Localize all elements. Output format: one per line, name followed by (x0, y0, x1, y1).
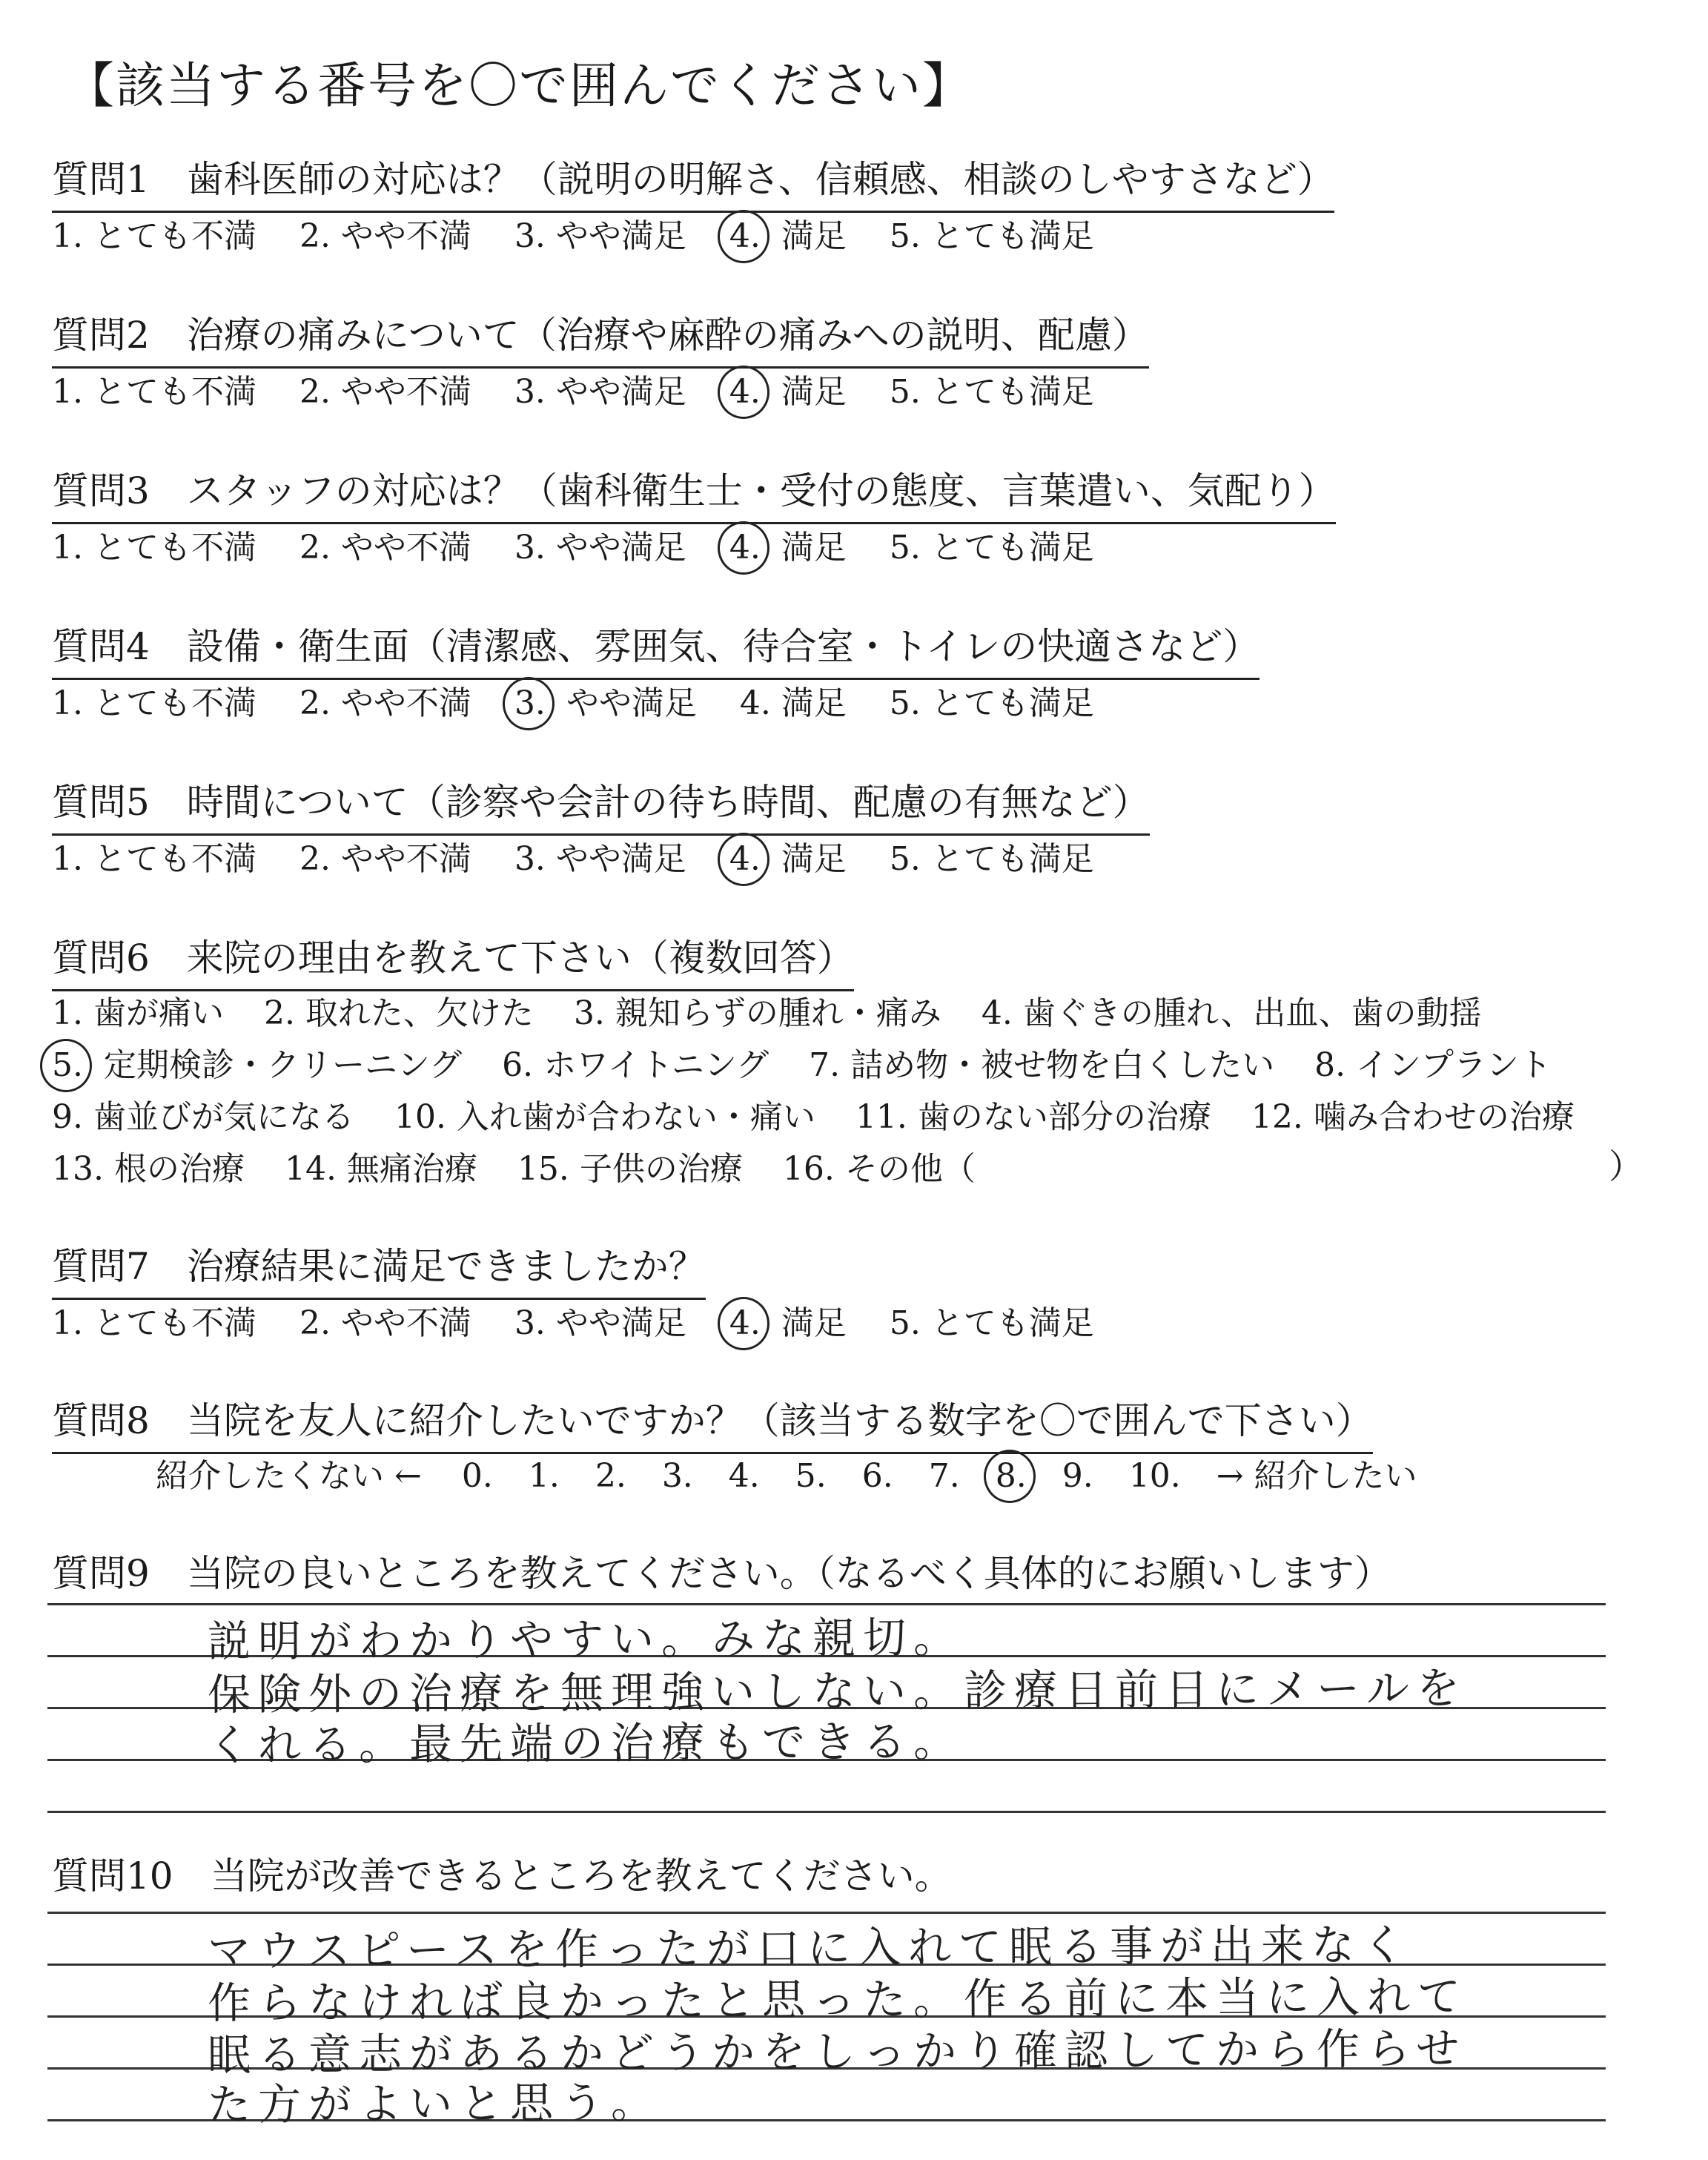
q8-right-label: → 紹介したい (1216, 1457, 1417, 1495)
q6-option-5-label: 定期検診・クリーニング (103, 1046, 463, 1084)
q8-score-1[interactable]: 1. (528, 1457, 560, 1495)
q6-option-12[interactable]: 12. 噛み合わせの治療 (1251, 1098, 1575, 1136)
q6-option-4[interactable]: 4. 歯ぐきの腫れ、出血、歯の動揺 (981, 994, 1482, 1032)
question-7-title: 質問7 治療結果に満足できましたか？ (52, 1237, 706, 1300)
q3-option-1[interactable]: 1. とても不満 (52, 529, 256, 567)
q8-score-3[interactable]: 3. (661, 1457, 693, 1495)
question-4-options (52, 676, 1127, 724)
question-10-title: 質問10 当院が改善できるところを教えてください。 (52, 1855, 952, 1898)
q1-option-2[interactable]: 2. やや不満 (299, 217, 471, 255)
q3-option-2[interactable]: 2. やや不満 (299, 529, 471, 567)
q4-option-1[interactable]: 1. とても不満 (52, 684, 256, 722)
question-8-title: 質問8 当院を友人に紹介したいですか？（該当する数字を〇で囲んで下さい） (52, 1391, 1373, 1454)
question-9-title: 質問9 当院の良いところを教えてください。（なるべく具体的にお願いします） (52, 1552, 1391, 1595)
q6-option-6[interactable]: 6. ホワイトニング (502, 1046, 769, 1084)
q2-option-3[interactable]: 3. やや満足 (514, 373, 686, 411)
q6-option-1[interactable]: 1. 歯が痛い (52, 994, 224, 1032)
q8-score-4[interactable]: 4. (728, 1457, 760, 1495)
q3-option-3[interactable]: 3. やや満足 (514, 529, 686, 567)
q2-option-2[interactable]: 2. やや不満 (299, 373, 471, 411)
q1-option-3[interactable]: 3. やや満足 (514, 217, 686, 255)
q9-answer-text-2[interactable]: 保険外の治療を無理強いしない。診療日前日にメールを (207, 1662, 1468, 1720)
question-5-options (52, 832, 1127, 879)
q7-option-2[interactable]: 2. やや不満 (299, 1304, 471, 1342)
q5-option-2[interactable]: 2. やや不満 (299, 840, 471, 878)
q5-option-1[interactable]: 1. とても不満 (52, 840, 256, 878)
q7-option-5[interactable]: 5. とても満足 (889, 1304, 1094, 1342)
q9-answer-text-1[interactable]: 説明がわかりやすい。みな親切。 (207, 1612, 964, 1667)
q5-option-3[interactable]: 3. やや満足 (514, 840, 686, 878)
q10-answer-text-2[interactable]: 作らなければ良かったと思った。作る前に本当に入れて (207, 1971, 1469, 2029)
q4-option-3-label: やや満足 (566, 684, 697, 722)
q6-other-close-paren: ） (1609, 1146, 1643, 1186)
q6-option-7[interactable]: 7. 詰め物・被せ物を白くしたい (809, 1046, 1275, 1084)
q6-option-5-selected[interactable]: 5. (52, 1046, 83, 1084)
q8-score-7[interactable]: 7. (928, 1457, 960, 1495)
q6-option-3[interactable]: 3. 親知らずの腫れ・痛み (573, 994, 941, 1032)
q6-option-14[interactable]: 14. 無痛治療 (284, 1150, 477, 1188)
q2-option-4-label: 満足 (781, 373, 847, 411)
q9-answer-text-3[interactable]: くれる。最先端の治療もできる。 (207, 1716, 964, 1771)
q8-score-0[interactable]: 0. (461, 1457, 493, 1495)
q6-row-1 (52, 986, 1512, 1034)
q5-option-4-label: 満足 (781, 840, 847, 878)
q8-score-2[interactable]: 2. (595, 1457, 626, 1495)
q7-option-4-selected[interactable]: 4. (729, 1304, 761, 1342)
q1-option-4-selected[interactable]: 4. (729, 217, 761, 255)
q2-option-5[interactable]: 5. とても満足 (889, 373, 1094, 411)
question-1-options (52, 209, 1127, 257)
q9-answer-line-5 (47, 1811, 1606, 1813)
q6-option-16[interactable]: 16. その他（ (782, 1150, 976, 1188)
q2-option-1[interactable]: 1. とても不満 (52, 373, 256, 411)
q5-option-5[interactable]: 5. とても満足 (889, 840, 1094, 878)
q8-left-label: 紹介したくない ← (156, 1457, 422, 1495)
question-4-title: 質問4 設備・衛生面（清潔感、雰囲気、待合室・トイレの快適さなど） (52, 617, 1260, 680)
q3-option-4-selected[interactable]: 4. (729, 529, 761, 567)
q10-answer-text-3[interactable]: 眠る意志があるかどうかをしっかり確認してから作らせ (207, 2023, 1467, 2081)
q7-option-4-label: 満足 (781, 1304, 847, 1342)
q1-option-1[interactable]: 1. とても不満 (52, 217, 256, 255)
q8-recommend-scale (156, 1449, 1417, 1496)
q4-option-3-selected[interactable]: 3. (514, 684, 546, 722)
q4-option-4[interactable]: 4. 満足 (739, 684, 847, 722)
q8-score-5[interactable]: 5. (795, 1457, 827, 1495)
q6-row-2 (52, 1038, 1581, 1086)
q6-option-10[interactable]: 10. 入れ歯が合わない・痛い (394, 1098, 815, 1136)
q1-option-5[interactable]: 5. とても満足 (889, 217, 1094, 255)
q4-option-2[interactable]: 2. やや不満 (299, 684, 471, 722)
q8-score-6[interactable]: 6. (861, 1457, 893, 1495)
q4-option-5[interactable]: 5. とても満足 (889, 684, 1094, 722)
q5-option-4-selected[interactable]: 4. (729, 840, 761, 878)
question-3-title: 質問3 スタッフの対応は？（歯科衛生士・受付の態度、言葉遣い、気配り） (52, 461, 1336, 524)
q6-option-15[interactable]: 15. 子供の治療 (517, 1150, 743, 1188)
q8-score-8-selected[interactable]: 8. (995, 1457, 1027, 1495)
q3-option-5[interactable]: 5. とても満足 (889, 529, 1094, 567)
page-heading: 【該当する番号を〇で囲んでください】 (65, 57, 973, 114)
q7-option-3[interactable]: 3. やや満足 (514, 1304, 686, 1342)
q1-option-4-label: 満足 (781, 217, 847, 255)
q3-option-4-label: 満足 (781, 529, 847, 567)
q6-option-8[interactable]: 8. インプラント (1314, 1046, 1552, 1084)
question-1-title: 質問1 歯科医師の対応は？（説明の明解さ、信頼感、相談のしやすさなど） (52, 150, 1334, 213)
q7-option-1[interactable]: 1. とても不満 (52, 1304, 256, 1342)
question-7-options (52, 1296, 1127, 1344)
q6-row-4 (52, 1142, 1005, 1189)
q6-option-11[interactable]: 11. 歯のない部分の治療 (855, 1098, 1211, 1136)
q6-option-13[interactable]: 13. 根の治療 (52, 1150, 245, 1188)
q6-option-9[interactable]: 9. 歯並びが気になる (52, 1098, 354, 1136)
question-3-options (52, 521, 1127, 568)
q2-option-4-selected[interactable]: 4. (729, 373, 761, 411)
question-2-title: 質問2 治療の痛みについて（治療や麻酔の痛みへの説明、配慮） (52, 305, 1149, 369)
question-5-title: 質問5 時間について（診察や会計の待ち時間、配慮の有無など） (52, 773, 1150, 836)
q10-answer-text-4[interactable]: た方がよいと思う。 (207, 2077, 662, 2130)
question-2-options (52, 365, 1127, 412)
q6-row-3 (52, 1090, 1604, 1137)
q10-answer-text-1[interactable]: マウスピースを作ったが口に入れて眠る事が出来なく (207, 1919, 1413, 1977)
q6-option-2[interactable]: 2. 取れた、欠けた (263, 994, 534, 1032)
question-6-title: 質問6 来院の理由を教えて下さい（複数回答） (52, 928, 854, 991)
q8-score-9[interactable]: 9. (1062, 1457, 1093, 1495)
q8-score-10[interactable]: 10. (1128, 1457, 1181, 1495)
